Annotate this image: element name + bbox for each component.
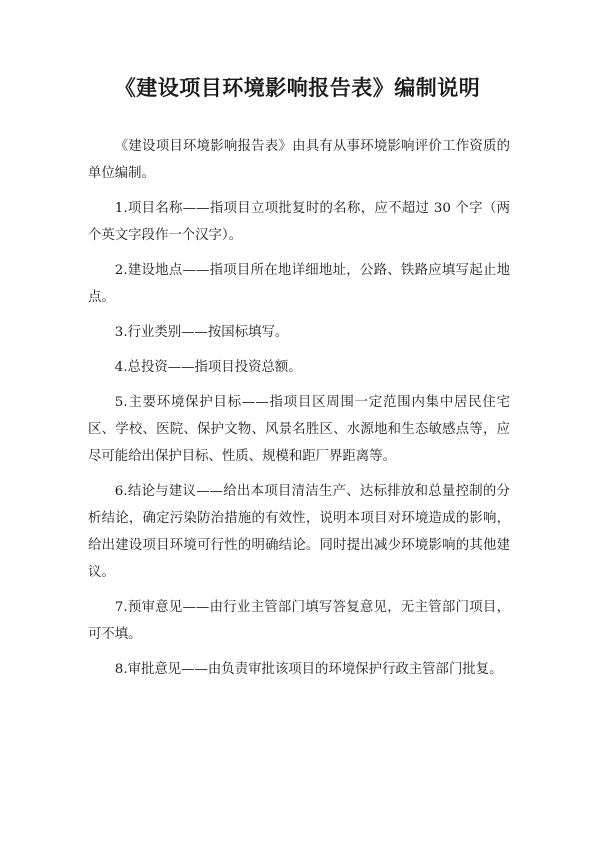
paragraph-preliminary-review: 7.预审意见——由行业主管部门填写答复意见，无主管部门项目，可不填。 <box>88 600 510 642</box>
page-title: 《建设项目环境影响报告表》编制说明 <box>114 76 481 100</box>
paragraph-approval-opinion: 8.审批意见——由负责审批该项目的环境保护行政主管部门批复。 <box>114 662 503 677</box>
paragraph-total-investment: 4.总投资——指项目投资总额。 <box>114 360 302 375</box>
document-body <box>88 133 510 691</box>
paragraph-intro: 《建设项目环境影响报告表》由具有从事环境影响评价工作资质的单位编制。 <box>88 139 510 181</box>
paragraph-protection-targets: 5.主要环境保护目标——指项目区周围一定范围内集中居民住宅区、学校、医院、保护文物、风景名胜区、水源地和生态敏感点等，应尽可能给出保护目标、性质、规模和距厂界距离等。 <box>88 395 510 464</box>
paragraph-industry-category: 3.行业类别——按国标填写。 <box>114 325 289 340</box>
paragraph-construction-site: 2.建设地点——指项目所在地详细地址，公路、铁路应填写起止地点。 <box>88 263 510 305</box>
paragraph-conclusions: 6.结论与建议——给出本项目清洁生产、达标排放和总量控制的分析结论，确定污染防治措施的有效性，说明本项目对环境造成的影响，给出建设项目环境可行性的明确结论。同时提出减少环境影响的其他建议。 <box>88 484 510 580</box>
paragraph-project-name: 1.项目名称——指项目立项批复时的名称，应不超过 30 个字（两个英文字段作一个汉字）。 <box>88 201 510 243</box>
